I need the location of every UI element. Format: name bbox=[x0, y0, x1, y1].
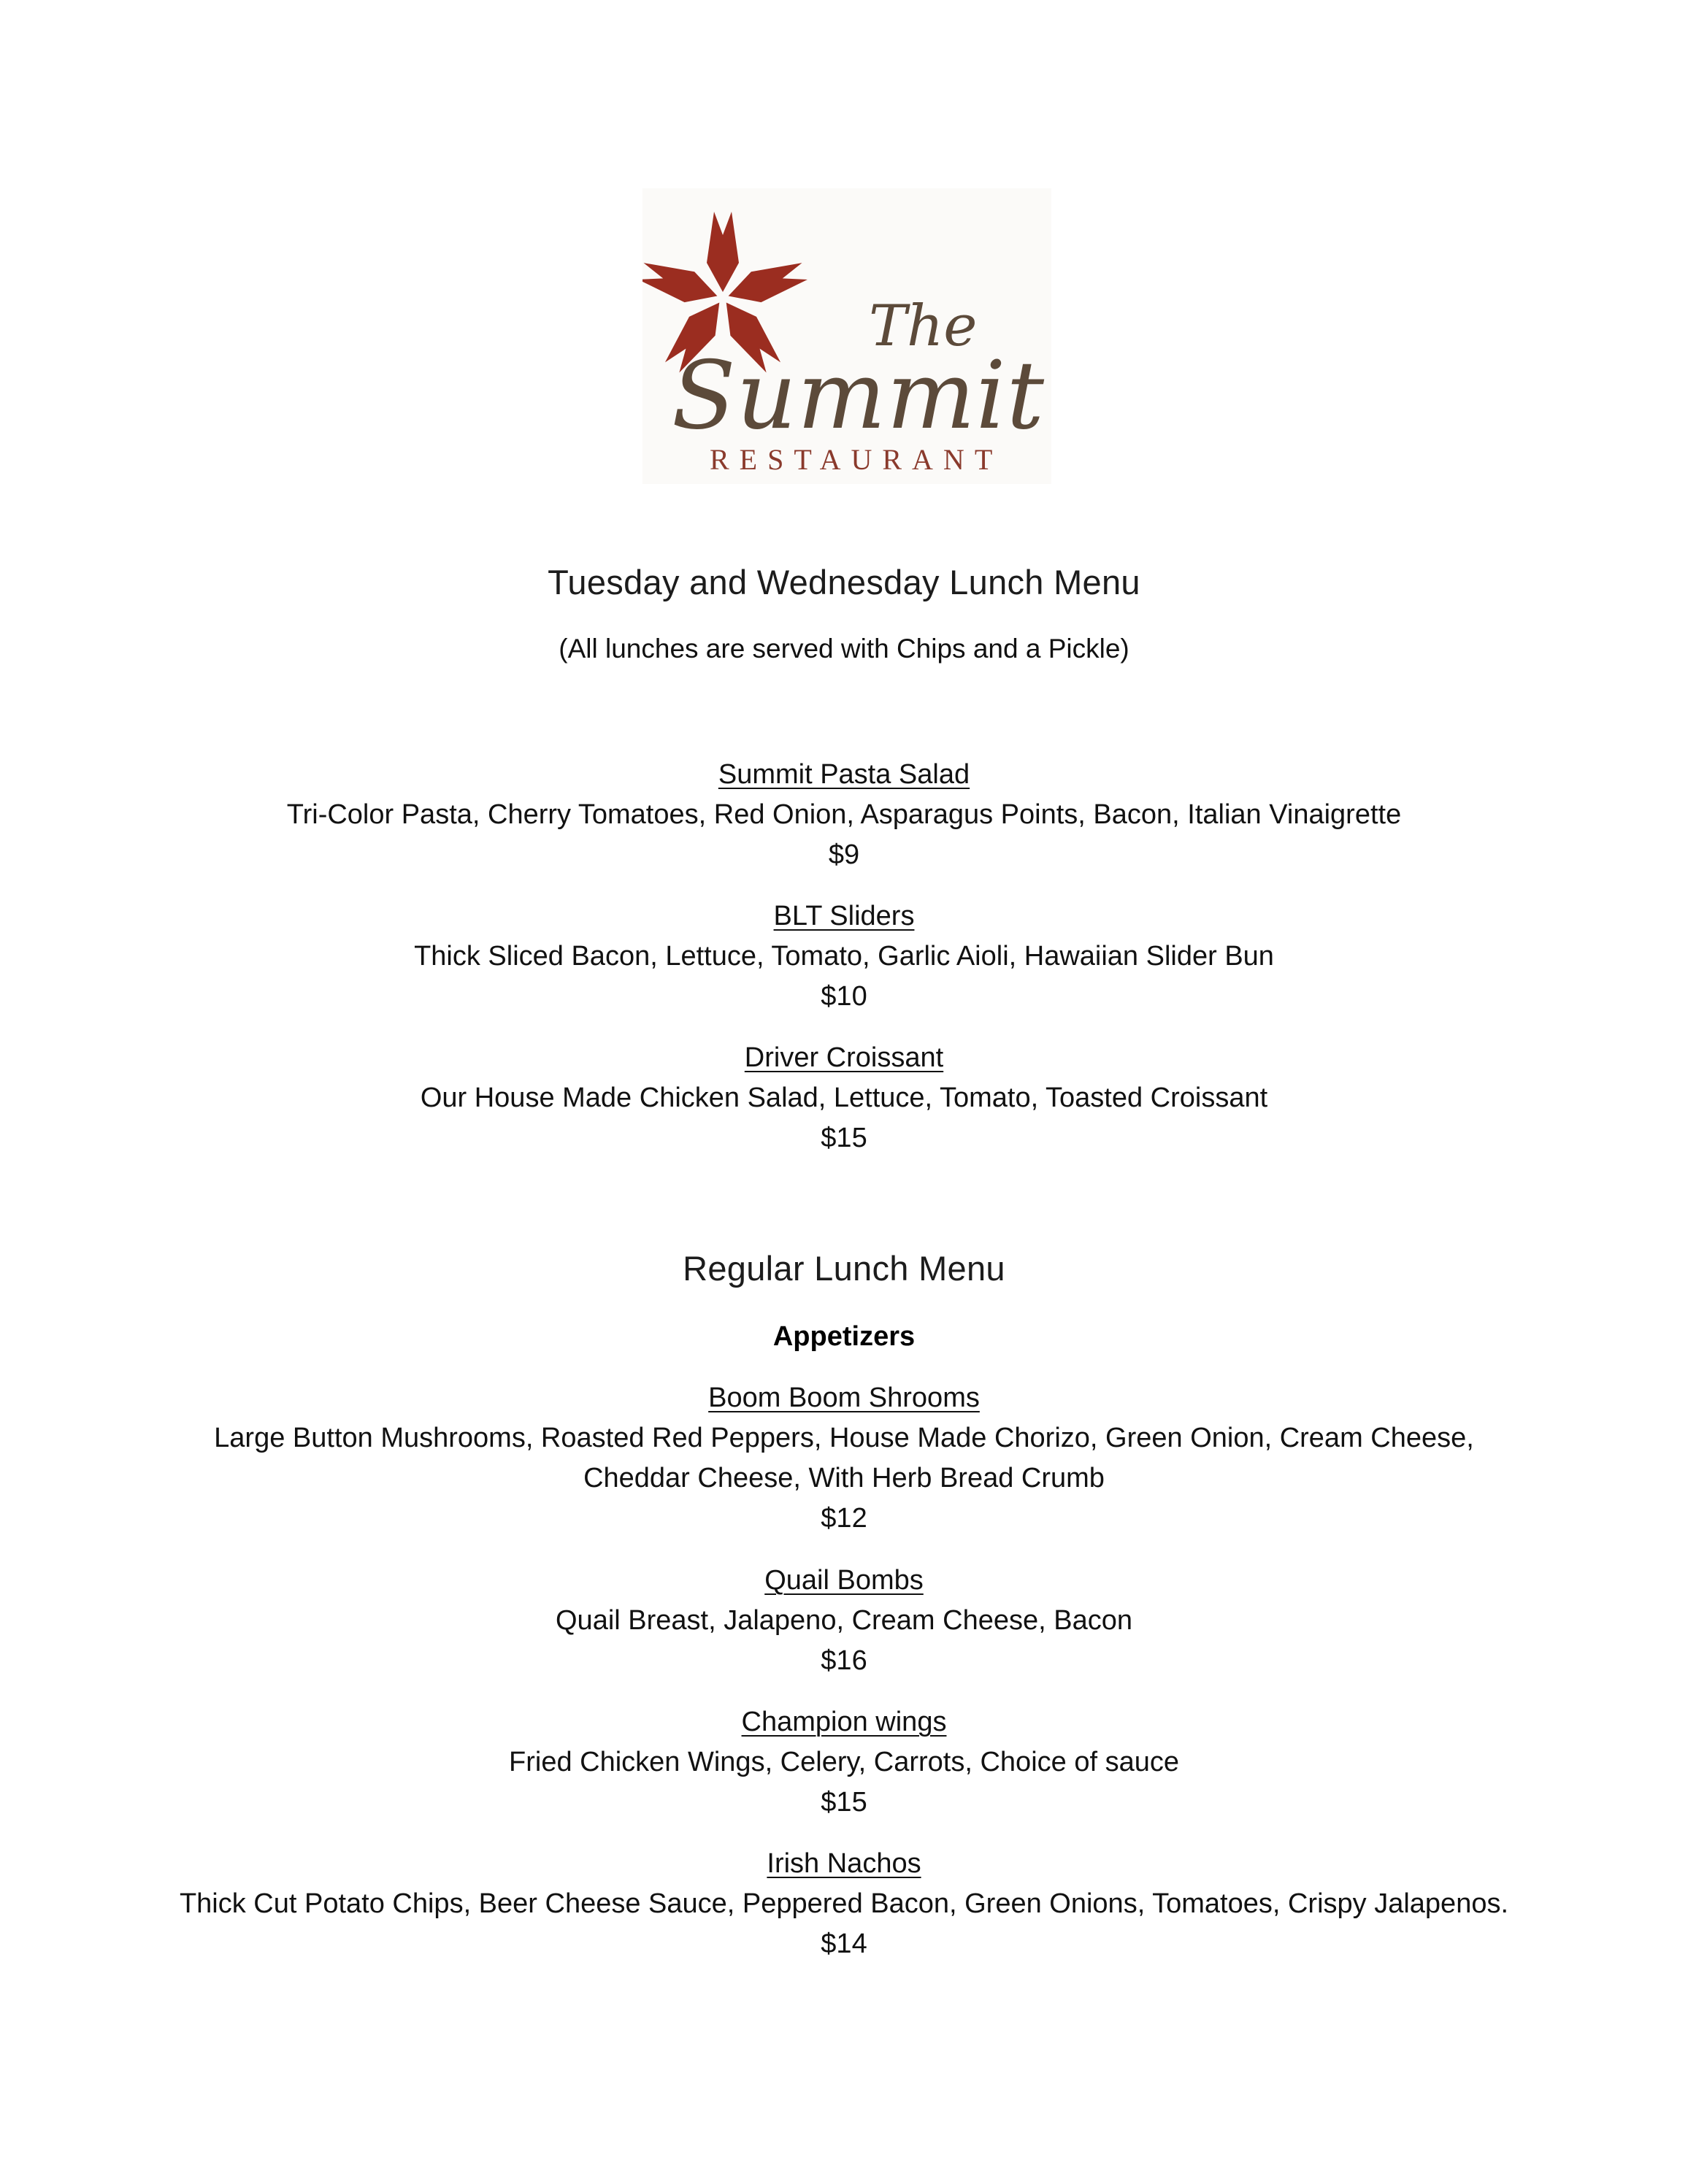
item-price: $9 bbox=[828, 839, 860, 870]
logo-summit: Summit bbox=[672, 342, 1044, 450]
item-name: Irish Nachos bbox=[767, 1848, 921, 1879]
item-description: Thick Cut Potato Chips, Beer Cheese Sauce, Peppered Bacon, Green Onions, Tomatoes, Crispy Jalapenos. bbox=[179, 1888, 1509, 1919]
menu-item bbox=[0, 1561, 1688, 1681]
menu-item bbox=[0, 896, 1688, 1017]
item-price: $16 bbox=[821, 1645, 867, 1676]
appetizers-heading: Appetizers bbox=[772, 1321, 916, 1352]
item-price: $15 bbox=[821, 1787, 867, 1818]
tuesday-menu-title: Tuesday and Wednesday Lunch Menu bbox=[548, 563, 1140, 601]
item-description: Quail Breast, Jalapeno, Cream Cheese, Bacon bbox=[556, 1605, 1132, 1636]
item-price: $15 bbox=[821, 1123, 867, 1153]
item-description: Fried Chicken Wings, Celery, Carrots, Choice of sauce bbox=[509, 1747, 1179, 1777]
lunch-note: (All lunches are served with Chips and a Pickle) bbox=[559, 634, 1129, 664]
item-description: Large Button Mushrooms, Roasted Red Peppers, House Made Chorizo, Green Onion, Cream Cheese, bbox=[214, 1423, 1474, 1453]
item-name: Boom Boom Shrooms bbox=[708, 1383, 980, 1413]
item-price: $14 bbox=[821, 1929, 867, 1959]
item-description: Our House Made Chicken Salad, Lettuce, Tomato, Toasted Croissant bbox=[420, 1083, 1268, 1113]
restaurant-logo bbox=[642, 188, 1051, 484]
menu-item bbox=[0, 1844, 1688, 1964]
item-name: Champion wings bbox=[741, 1707, 947, 1737]
menu-item bbox=[0, 1378, 1688, 1539]
menu-item bbox=[0, 1038, 1688, 1158]
regular-menu-title: Regular Lunch Menu bbox=[683, 1249, 1005, 1288]
item-name: Quail Bombs bbox=[764, 1565, 924, 1596]
item-description: Cheddar Cheese, With Herb Bread Crumb bbox=[583, 1463, 1105, 1493]
item-price: $12 bbox=[821, 1503, 867, 1534]
item-description: Tri-Color Pasta, Cherry Tomatoes, Red Onion, Asparagus Points, Bacon, Italian Vinaigrette bbox=[286, 799, 1402, 830]
item-name: Driver Croissant bbox=[744, 1042, 944, 1073]
logo-restaurant: RESTAURANT bbox=[710, 443, 1003, 476]
item-name: Summit Pasta Salad bbox=[718, 759, 970, 790]
item-price: $10 bbox=[821, 981, 867, 1012]
logo-the: The bbox=[869, 293, 978, 359]
summit-logo-graphic bbox=[642, 188, 1051, 484]
item-description: Thick Sliced Bacon, Lettuce, Tomato, Garlic Aioli, Hawaiian Slider Bun bbox=[414, 941, 1274, 972]
menu-item bbox=[0, 755, 1688, 875]
item-name: BLT Sliders bbox=[773, 901, 915, 931]
menu-item bbox=[0, 1702, 1688, 1823]
